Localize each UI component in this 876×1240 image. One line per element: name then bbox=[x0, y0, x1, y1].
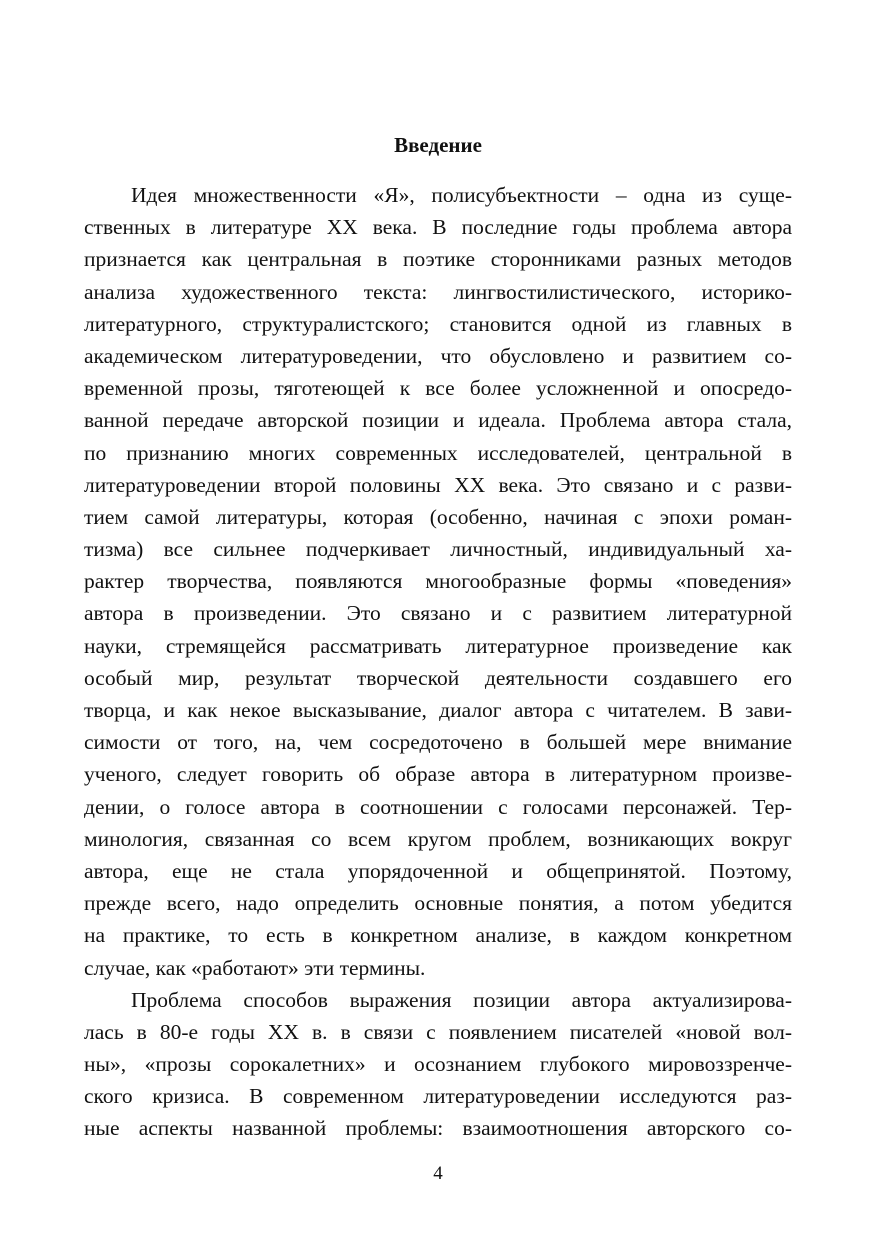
paragraph-2 bbox=[84, 984, 792, 1145]
text-line: литературоведении второй половины XX века. Это связано и с разви- bbox=[84, 472, 792, 497]
text-line: ванной передаче авторской позиции и идеала. Проблема автора стала, bbox=[84, 408, 792, 433]
text-line: ственных в литературе XX века. В последние годы проблема автора bbox=[84, 215, 792, 240]
text-line: автора, еще не стала упорядоченной и общепринятой. Поэтому, bbox=[84, 858, 792, 883]
text-line: прежде всего, надо определить основные понятия, а потом убедится bbox=[84, 891, 792, 916]
text-line: лась в 80-е годы XX в. в связи с появлением писателей «новой вол- bbox=[84, 1019, 792, 1044]
text-line: тием самой литературы, которая (особенно, начиная с эпохи роман- bbox=[84, 504, 792, 529]
text-line: ученого, следует говорить об образе автора в литературном произве- bbox=[84, 762, 792, 787]
text-line: временной прозы, тяготеющей к все более усложненной и опосредо- bbox=[84, 376, 792, 401]
text-line: автора в произведении. Это связано и с развитием литературной bbox=[84, 601, 792, 626]
text-line: случае, как «работают» эти термины. bbox=[84, 955, 426, 980]
page-title: Введение bbox=[394, 133, 482, 157]
text-line: минология, связанная со всем кругом проблем, возникающих вокруг bbox=[84, 826, 792, 851]
body-text bbox=[84, 179, 792, 1145]
text-line: анализа художественного текста: лингвостилистического, историко- bbox=[84, 279, 792, 304]
text-line: ны», «прозы сорокалетних» и осознанием глубокого мировоззренче- bbox=[84, 1052, 792, 1077]
text-line: признается как центральная в поэтике сторонниками разных методов bbox=[84, 247, 792, 272]
page-number: 4 bbox=[433, 1163, 443, 1184]
text-line: ского кризиса. В современном литературоведении исследуются раз- bbox=[84, 1084, 792, 1109]
text-line: тизма) все сильнее подчеркивает личностный, индивидуальный ха- bbox=[84, 537, 792, 562]
text-line: Проблема способов выражения позиции автора актуализирова- bbox=[131, 987, 792, 1012]
text-line: на практике, то есть в конкретном анализе, в каждом конкретном bbox=[84, 923, 792, 948]
text-line: литературного, структуралистского; становится одной из главных в bbox=[84, 311, 792, 336]
text-line: особый мир, результат творческой деятельности создавшего его bbox=[84, 665, 792, 690]
text-line: рактер творчества, появляются многообразные формы «поведения» bbox=[84, 569, 792, 594]
text-line: по признанию многих современных исследователей, центральной в bbox=[84, 440, 792, 465]
text-line: творца, и как некое высказывание, диалог автора с читателем. В зави- bbox=[84, 698, 792, 722]
text-line: академическом литературоведении, что обусловлено и развитием со- bbox=[84, 343, 792, 368]
text-line: дении, о голосе автора в соотношении с голосами персонажей. Тер- bbox=[84, 794, 792, 819]
text-line: симости от того, на, чем сосредоточено в большей мере внимание bbox=[84, 730, 792, 755]
text-line: Идея множественности «Я», полисубъектности – одна из суще- bbox=[131, 183, 792, 207]
text-line: науки, стремящейся рассматривать литературное произведение как bbox=[84, 633, 792, 658]
paragraph-1 bbox=[84, 179, 792, 984]
text-line: ные аспекты названной проблемы: взаимоотношения авторского со- bbox=[84, 1116, 792, 1141]
